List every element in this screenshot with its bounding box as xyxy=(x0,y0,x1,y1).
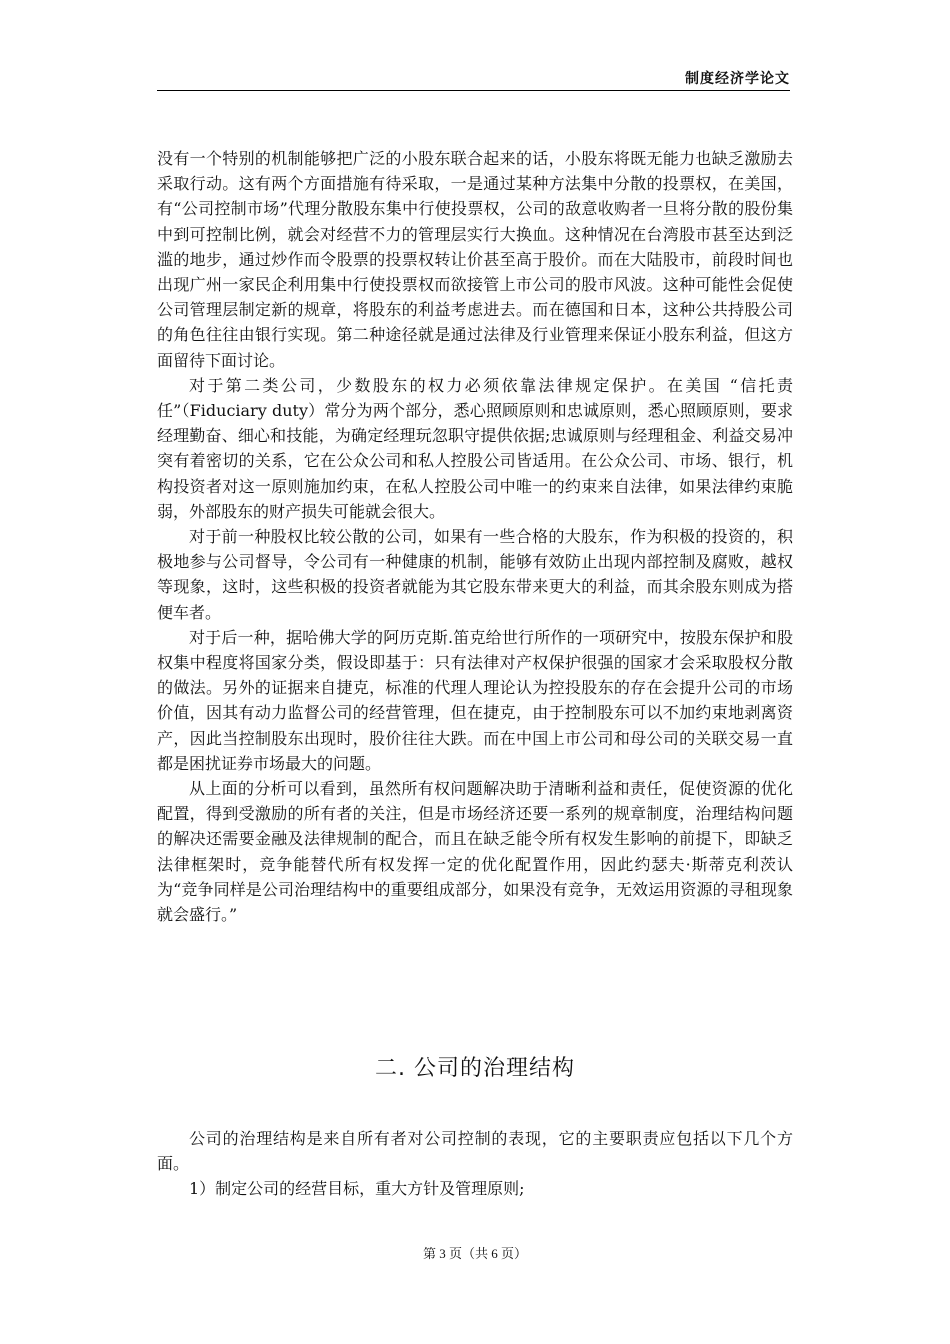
paragraph-1: 没有一个特别的机制能够把广泛的小股东联合起来的话，小股东将既无能力也缺乏激励去采取行动。这有两个方面措施有待采取，一是通过某种方法集中分散的投票权，在美国，有“公司控制市场”代理分散股东集中行使投票权，公司的敌意收购者一旦将分散的股份集中到可控制比例，就会对经营不力的管理层实行大换血。这种情况在台湾股市甚至达到泛滥的地步，通过炒作而令股票的投票权转让价甚至高于股价。而在大陆股市，前段时间也出现广州一家民企利用集中行使投票权而欲接管上市公司的股市风波。这种可能性会促使公司管理层制定新的规章，将股东的利益考虑进去。而在德国和日本，这种公共持股公司的角色往往由银行实现。第二种途径就是通过法律及行业管理来保证小股东利益，但这方面留待下面讨论。 xyxy=(157,149,793,370)
page-footer: 第 3 页（共 6 页） xyxy=(422,1246,527,1261)
header-title: 制度经济学论文 xyxy=(685,71,790,87)
page-header xyxy=(157,66,790,91)
paragraph-2: 对于第二类公司，少数股东的权力必须依靠法律规定保护。在美国 “信托责任”（Fiduciary duty）常分为两个部分，悉心照顾原则和忠诚原则，悉心照顾原则，要求经理勤奋、细心和技能，为确定经理玩忽职守提供依据;忠诚原则与经理租金、利益交易冲突有着密切的关系，它在公众公司和私人控股公司皆适用。在公众公司、市场、银行，机构投资者对这一原则施加约束，在私人控股公司中唯一的约束来自法律，如果法律约束脆弱，外部股东的财产损失可能就会很大。 xyxy=(157,375,793,521)
body-text xyxy=(157,146,793,927)
paragraph-5: 从上面的分析可以看到，虽然所有权问题解决助于清晰利益和责任，促使资源的优化配置，得到受激励的所有者的关注，但是市场经济还要一系列的规章制度，治理结构问题的解决还需要金融及法律规制的配合，而且在缺乏能令所有权发生影响的前提下，即缺乏法律框架时，竞争能替代所有权发挥一定的优化配置作用，因此约瑟夫·斯蒂克利茨认为“竞争同样是公司治理结构中的重要组成部分，如果没有竞争，无效运用资源的寻租现象就会盛行。” xyxy=(157,779,793,925)
paragraph-4: 对于后一种，据哈佛大学的阿历克斯.笛克给世行所作的一项研究中，按股东保护和股权集中程度将国家分类，假设即基于：只有法律对产权保护很强的国家才会采取股权分散的做法。另外的证据来自捷克，标准的代理人理论认为控投股东的存在会提升公司的市场价值，因其有动力监督公司的经营管理，但在捷克，由于控制股东可以不加约束地剥离资产，因此当控制股东出现时，股价往往大跌。而在中国上市公司和母公司的关联交易一直都是困扰证券市场最大的问题。 xyxy=(157,627,793,773)
list-item-1: 1）制定公司的经营目标，重大方针及管理原则; xyxy=(189,1179,525,1199)
section-body xyxy=(157,1126,793,1202)
paragraph-3: 对于前一种股权比较公散的公司，如果有一些合格的大股东，作为积极的投资的，积极地参与公司督导，令公司有一种健康的机制，能够有效防止出现内部控制及腐败，越权等现象，这时，这些积极的投资者就能为其它股东带来更大的利益，而其余股东则成为搭便车者。 xyxy=(157,527,793,622)
section-heading: 二. 公司的治理结构 xyxy=(375,1056,575,1081)
section-intro: 公司的治理结构是来自所有者对公司控制的表现，它的主要职责应包括以下几个方面。 xyxy=(157,1129,793,1174)
